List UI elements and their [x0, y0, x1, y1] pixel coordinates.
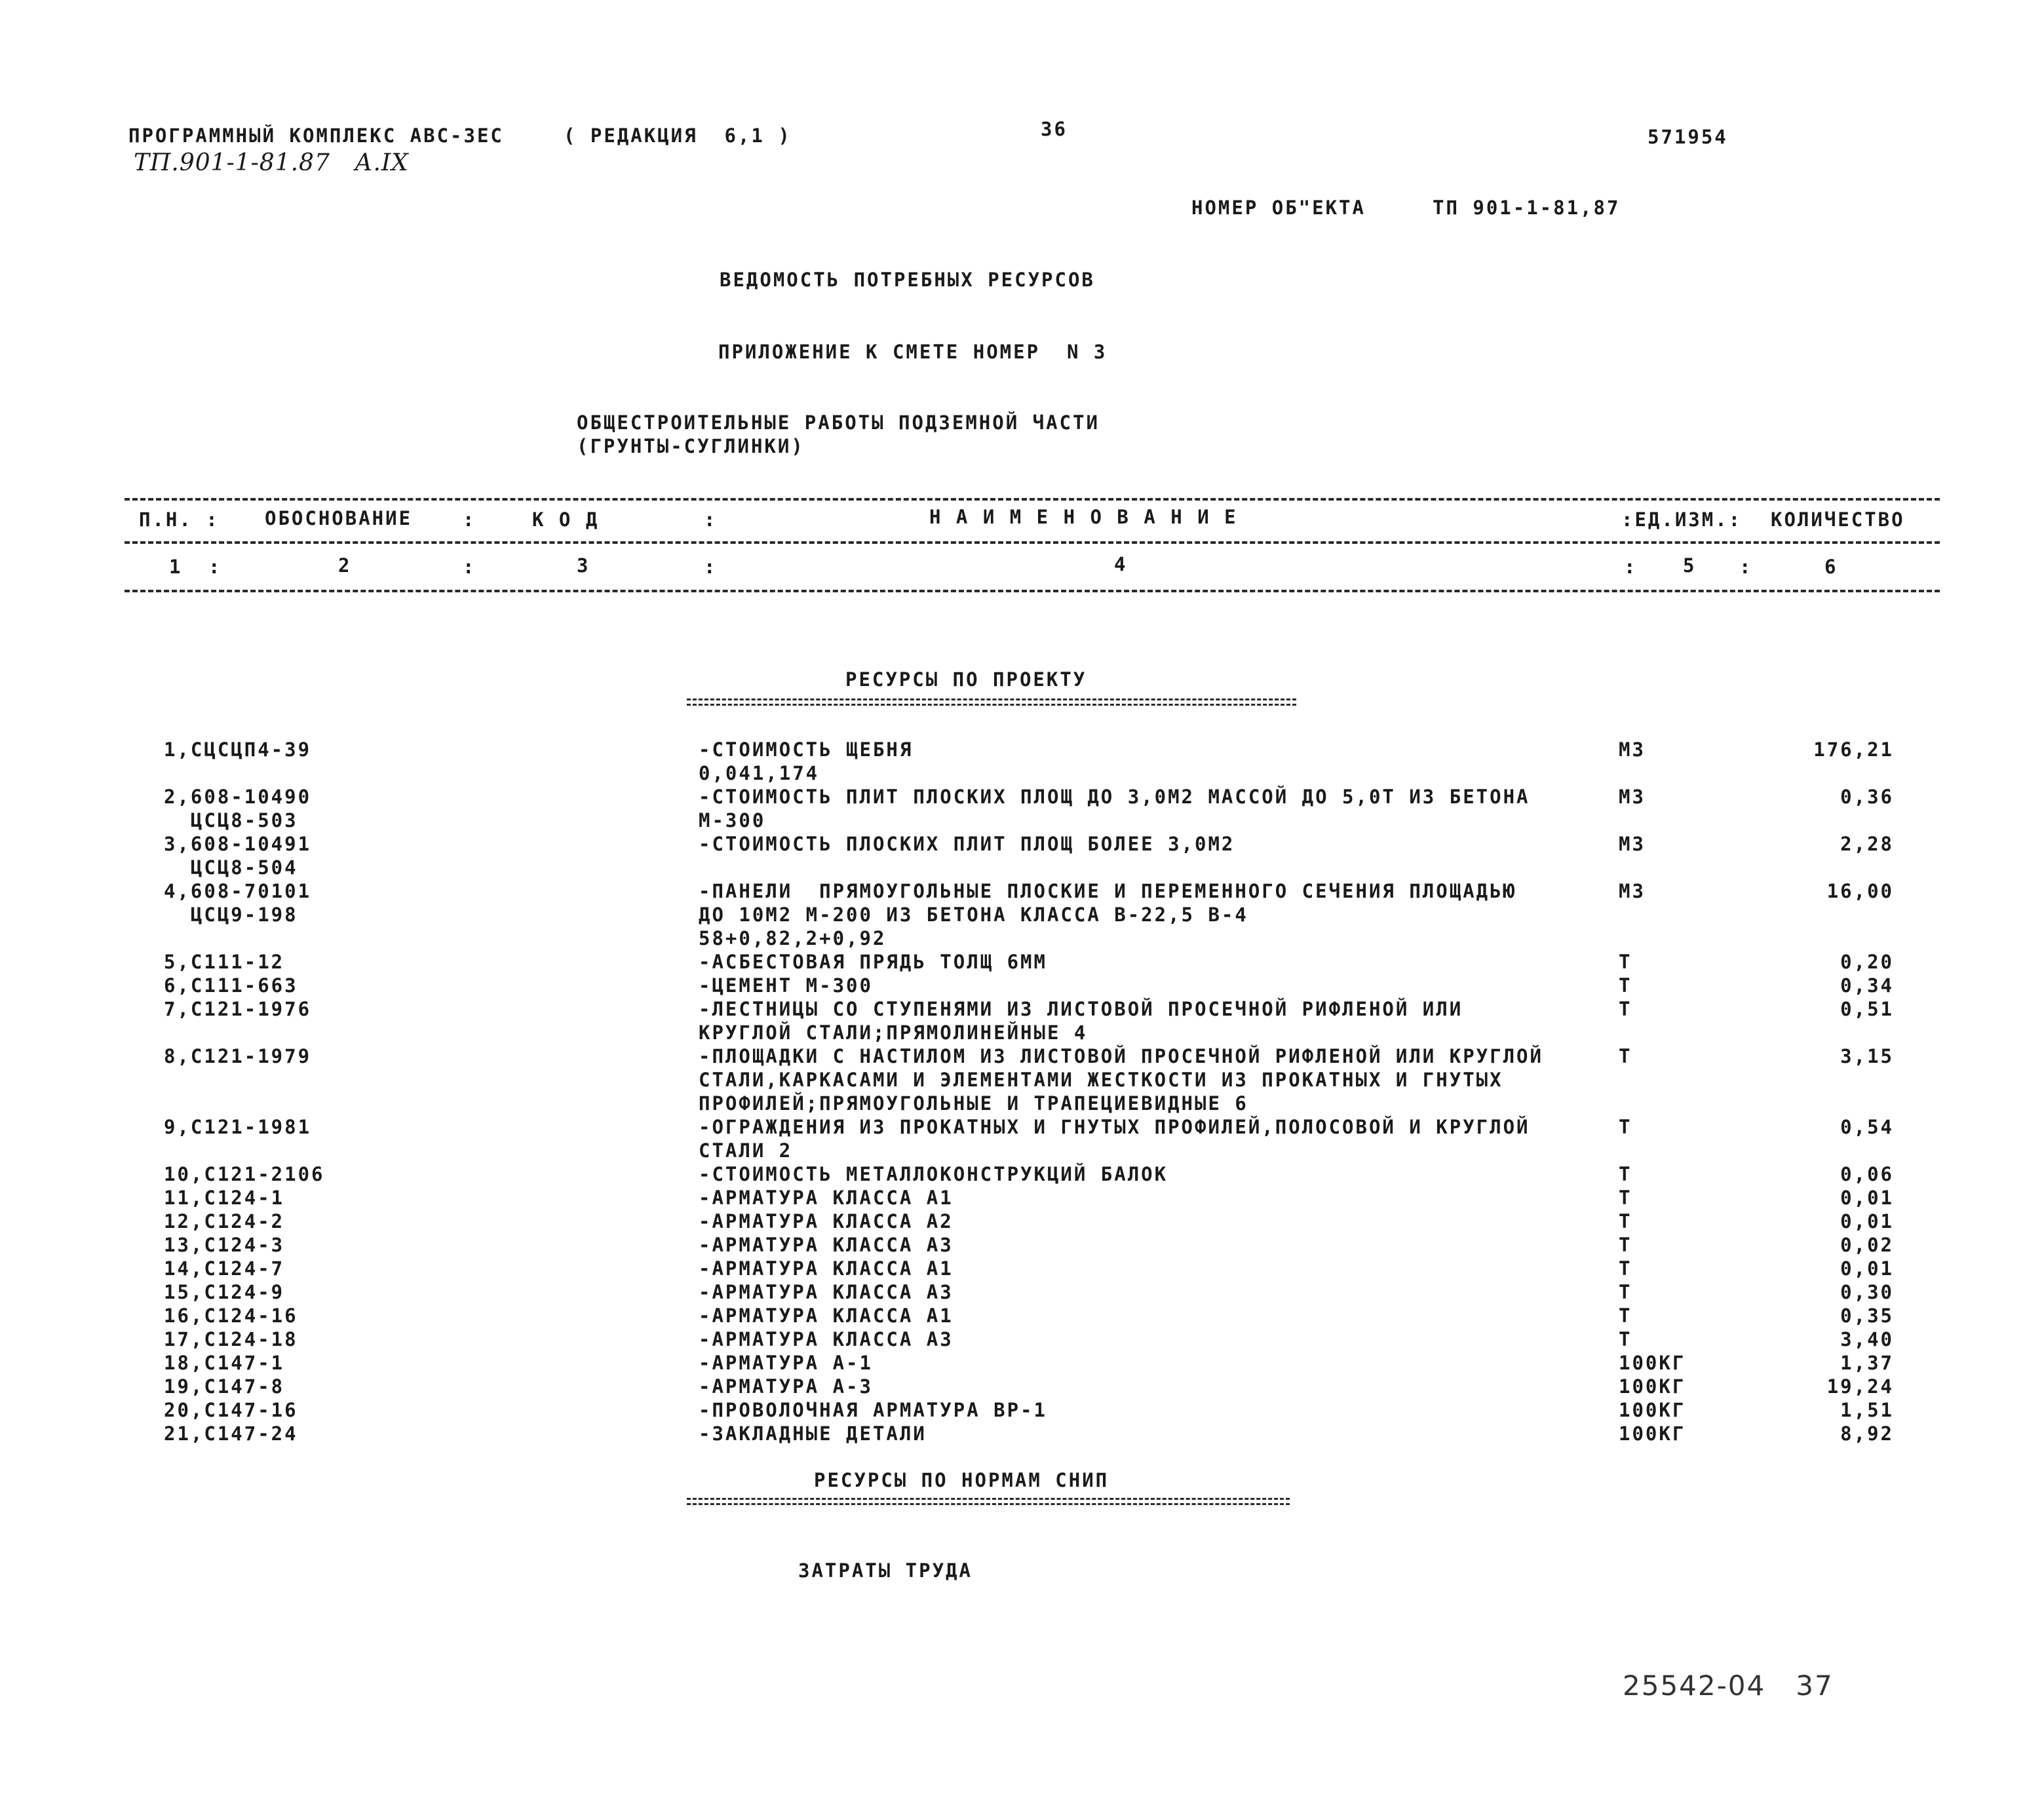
- header-col-code: К О Д: [532, 508, 600, 531]
- row-unit: Т: [1619, 1281, 1632, 1303]
- section-title: ОБЩЕСТРОИТЕЛЬНЫЕ РАБОТЫ ПОДЗЕМНОЙ ЧАСТИ: [577, 411, 1100, 434]
- header-col-quantity: КОЛИЧЕСТВО: [1771, 508, 1905, 531]
- row-code: 15,С124-9: [164, 1281, 285, 1303]
- row-name: -АРМАТУРА КЛАССА А1: [699, 1187, 954, 1209]
- row-quantity: 8,92: [1840, 1423, 1894, 1445]
- header-sep-2: :: [463, 508, 476, 531]
- row-quantity: 1,51: [1840, 1399, 1894, 1421]
- row-quantity: 0,30: [1840, 1281, 1894, 1303]
- header-num-2: 2: [338, 554, 352, 577]
- row-quantity: 0,01: [1840, 1257, 1894, 1280]
- row-unit: Т: [1619, 998, 1632, 1020]
- row-code: 8,С121-1979: [164, 1045, 312, 1067]
- handwritten-reference: ТП.901-1-81.87 А.IX: [134, 149, 409, 176]
- row-code: 2,608-10490 ЦСЦ8-503: [164, 786, 312, 831]
- row-quantity: 176,21: [1813, 738, 1894, 761]
- row-code: 19,С147-8: [164, 1375, 285, 1398]
- row-name: -АРМАТУРА КЛАССА А3: [699, 1328, 954, 1350]
- program-name: ПРОГРАММНЫЙ КОМПЛЕКС АВС-3ЕС: [128, 124, 504, 147]
- page-number: 36: [1041, 118, 1068, 140]
- header-num-1: 1: [169, 556, 183, 578]
- row-name: -СТОИМОСТЬ ЩЕБНЯ 0,041,174: [699, 738, 914, 784]
- row-code: 6,С111-663: [164, 974, 298, 997]
- row-code: 17,С124-18: [164, 1328, 298, 1350]
- row-quantity: 0,54: [1840, 1116, 1894, 1138]
- row-code: 16,С124-16: [164, 1305, 298, 1327]
- row-quantity: 16,00: [1826, 880, 1894, 902]
- title-underline-2: [687, 1498, 1290, 1500]
- row-unit: Т: [1619, 951, 1632, 973]
- header-col-unit: :ЕД.ИЗМ.:: [1621, 508, 1743, 531]
- row-code: 7,С121-1976: [164, 998, 312, 1020]
- row-quantity: 0,36: [1840, 786, 1894, 808]
- row-name: -ЛЕСТНИЦЫ СО СТУПЕНЯМИ ИЗ ЛИСТОВОЙ ПРОСЕЧНОЙ РИФЛЕНОЙ ИЛИ КРУГЛОЙ СТАЛИ;ПРЯМОЛИНЕЙНЫЕ 4: [699, 998, 1463, 1044]
- header-col-basis: ОБОСНОВАНИЕ: [265, 507, 413, 529]
- labor-costs-title: ЗАТРАТЫ ТРУДА: [798, 1559, 973, 1582]
- row-code: 10,С121-2106: [164, 1163, 325, 1185]
- row-code: 21,С147-24: [164, 1423, 298, 1445]
- edition-label: ( РЕДАКЦИЯ 6,1 ): [564, 124, 792, 147]
- row-quantity: 0,34: [1840, 974, 1894, 997]
- section-subtitle: (ГРУНТЫ-СУГЛИНКИ): [577, 435, 805, 457]
- row-quantity: 0,20: [1840, 951, 1894, 973]
- row-unit: М3: [1619, 833, 1646, 855]
- row-name: -ПЛОЩАДКИ С НАСТИЛОМ ИЗ ЛИСТОВОЙ ПРОСЕЧНОЙ РИФЛЕНОЙ ИЛИ КРУГЛОЙ СТАЛИ,КАРКАСАМИ И ЭЛЕМЕНТАМИ ЖЕСТКОСТИ ИЗ ПРОКАТНЫХ И ГНУТЫХ ПРОФИЛЕЙ;ПРЯМОУГОЛЬНЫЕ И ТРАПЕЦИЕВИДНЫЕ 6: [699, 1045, 1543, 1115]
- row-unit: Т: [1619, 1210, 1632, 1232]
- row-code: 4,608-70101 ЦСЦ9-198: [164, 880, 312, 926]
- row-code: 3,608-10491 ЦСЦ8-504: [164, 833, 312, 879]
- row-name: -ПРОВОЛОЧНАЯ АРМАТУРА ВР-1: [699, 1399, 1047, 1421]
- row-name: -АРМАТУРА КЛАССА А3: [699, 1234, 954, 1256]
- row-name: -АСБЕСТОВАЯ ПРЯДЬ ТОЛЩ 6ММ: [699, 951, 1047, 973]
- row-quantity: 0,02: [1840, 1234, 1894, 1256]
- document-title: ВЕДОМОСТЬ ПОТРЕБНЫХ РЕСУРСОВ: [720, 269, 1095, 291]
- row-unit: 100КГ: [1619, 1423, 1686, 1445]
- header-num-6: 6: [1824, 556, 1838, 578]
- document-id: 571954: [1648, 126, 1728, 148]
- row-quantity: 0,01: [1840, 1187, 1894, 1209]
- row-code: 18,С147-1: [164, 1352, 285, 1374]
- row-quantity: 0,01: [1840, 1210, 1894, 1232]
- row-unit: М3: [1619, 880, 1646, 902]
- header-num-sep-3: :: [704, 556, 718, 578]
- row-name: -АРМАТУРА КЛАССА А1: [699, 1257, 954, 1280]
- row-unit: Т: [1619, 1163, 1632, 1185]
- document-subtitle: ПРИЛОЖЕНИЕ К СМЕТЕ НОМЕР N 3: [718, 341, 1108, 363]
- row-quantity: 2,28: [1840, 833, 1894, 855]
- row-code: 5,С111-12: [164, 951, 285, 973]
- header-num-sep-2: :: [463, 556, 476, 578]
- row-unit: Т: [1619, 1045, 1632, 1067]
- archive-stamp: 25542-04 37: [1623, 1670, 1834, 1702]
- row-unit: Т: [1619, 1305, 1632, 1327]
- row-name: -ЦЕМЕНТ М-300: [699, 974, 873, 997]
- row-unit: Т: [1619, 1328, 1632, 1350]
- row-name: -АРМАТУРА А-1: [699, 1352, 873, 1374]
- row-code: 12,С124-2: [164, 1210, 285, 1232]
- object-label: НОМЕР ОБ"ЕКТА: [1191, 197, 1366, 219]
- row-name: -АРМАТУРА А-3: [699, 1375, 873, 1398]
- row-unit: М3: [1619, 786, 1646, 808]
- row-name: -ЗАКЛАДНЫЕ ДЕТАЛИ: [699, 1423, 927, 1445]
- row-name: -СТОИМОСТЬ ПЛИТ ПЛОСКИХ ПЛОЩ ДО 3,0М2 МАССОЙ ДО 5,0Т ИЗ БЕТОНА М-300: [699, 786, 1530, 831]
- header-rule-top: [125, 498, 1940, 501]
- row-quantity: 0,51: [1840, 998, 1894, 1020]
- header-rule-middle: [125, 541, 1940, 544]
- title-underline-2b: [687, 1503, 1290, 1505]
- row-name: -АРМАТУРА КЛАССА А2: [699, 1210, 954, 1232]
- object-number: ТП 901-1-81,87: [1433, 197, 1621, 219]
- row-code: 14,С124-7: [164, 1257, 285, 1280]
- header-col-pn: П.Н. :: [139, 508, 220, 531]
- row-name: -СТОИМОСТЬ ПЛОСКИХ ПЛИТ ПЛОЩ БОЛЕЕ 3,0М2: [699, 833, 1235, 855]
- row-unit: Т: [1619, 974, 1632, 997]
- row-quantity: 3,40: [1840, 1328, 1894, 1350]
- header-num-4: 4: [1114, 553, 1128, 575]
- row-code: 9,С121-1981: [164, 1116, 312, 1138]
- row-unit: 100КГ: [1619, 1352, 1686, 1374]
- header-sep-3: :: [704, 508, 718, 531]
- header-num-sep-1: :: [208, 556, 222, 578]
- header-col-name: Н А И М Е Н О В А Н И Е: [929, 506, 1238, 528]
- row-code: 1,СЦСЦП4-39: [164, 738, 312, 761]
- resources-project-title: РЕСУРСЫ ПО ПРОЕКТУ: [845, 668, 1087, 691]
- row-name: -ОГРАЖДЕНИЯ ИЗ ПРОКАТНЫХ И ГНУТЫХ ПРОФИЛЕЙ,ПОЛОСОВОЙ И КРУГЛОЙ СТАЛИ 2: [699, 1116, 1530, 1162]
- resources-norms-title: РЕСУРСЫ ПО НОРМАМ СНИП: [814, 1469, 1109, 1491]
- row-quantity: 1,37: [1840, 1352, 1894, 1374]
- row-quantity: 0,06: [1840, 1163, 1894, 1185]
- row-code: 13,С124-3: [164, 1234, 285, 1256]
- header-num-5: 5: [1683, 554, 1697, 577]
- row-unit: Т: [1619, 1187, 1632, 1209]
- row-quantity: 3,15: [1840, 1045, 1894, 1067]
- row-unit: Т: [1619, 1234, 1632, 1256]
- row-quantity: 0,35: [1840, 1305, 1894, 1327]
- row-name: -АРМАТУРА КЛАССА А1: [699, 1305, 954, 1327]
- title-underline-1: [687, 698, 1296, 700]
- row-unit: 100КГ: [1619, 1399, 1686, 1421]
- row-name: -АРМАТУРА КЛАССА А3: [699, 1281, 954, 1303]
- row-code: 11,С124-1: [164, 1187, 285, 1209]
- row-unit: Т: [1619, 1257, 1632, 1280]
- row-code: 20,С147-16: [164, 1399, 298, 1421]
- row-name: -ПАНЕЛИ ПРЯМОУГОЛЬНЫЕ ПЛОСКИЕ И ПЕРЕМЕННОГО СЕЧЕНИЯ ПЛОЩАДЬЮ ДО 10М2 М-200 ИЗ БЕТОНА КЛАССА В-22,5 В-4 58+0,82,2+0,92: [699, 880, 1517, 949]
- row-quantity: 19,24: [1826, 1375, 1894, 1398]
- row-unit: 100КГ: [1619, 1375, 1686, 1398]
- row-name: -СТОИМОСТЬ МЕТАЛЛОКОНСТРУКЦИЙ БАЛОК: [699, 1163, 1168, 1185]
- header-num-3: 3: [577, 554, 590, 577]
- title-underline-1b: [687, 704, 1296, 706]
- header-num-sep-4: :: [1624, 556, 1638, 578]
- row-unit: Т: [1619, 1116, 1632, 1138]
- header-rule-bottom: [125, 590, 1940, 592]
- row-unit: М3: [1619, 738, 1646, 761]
- header-num-sep-5: :: [1739, 556, 1753, 578]
